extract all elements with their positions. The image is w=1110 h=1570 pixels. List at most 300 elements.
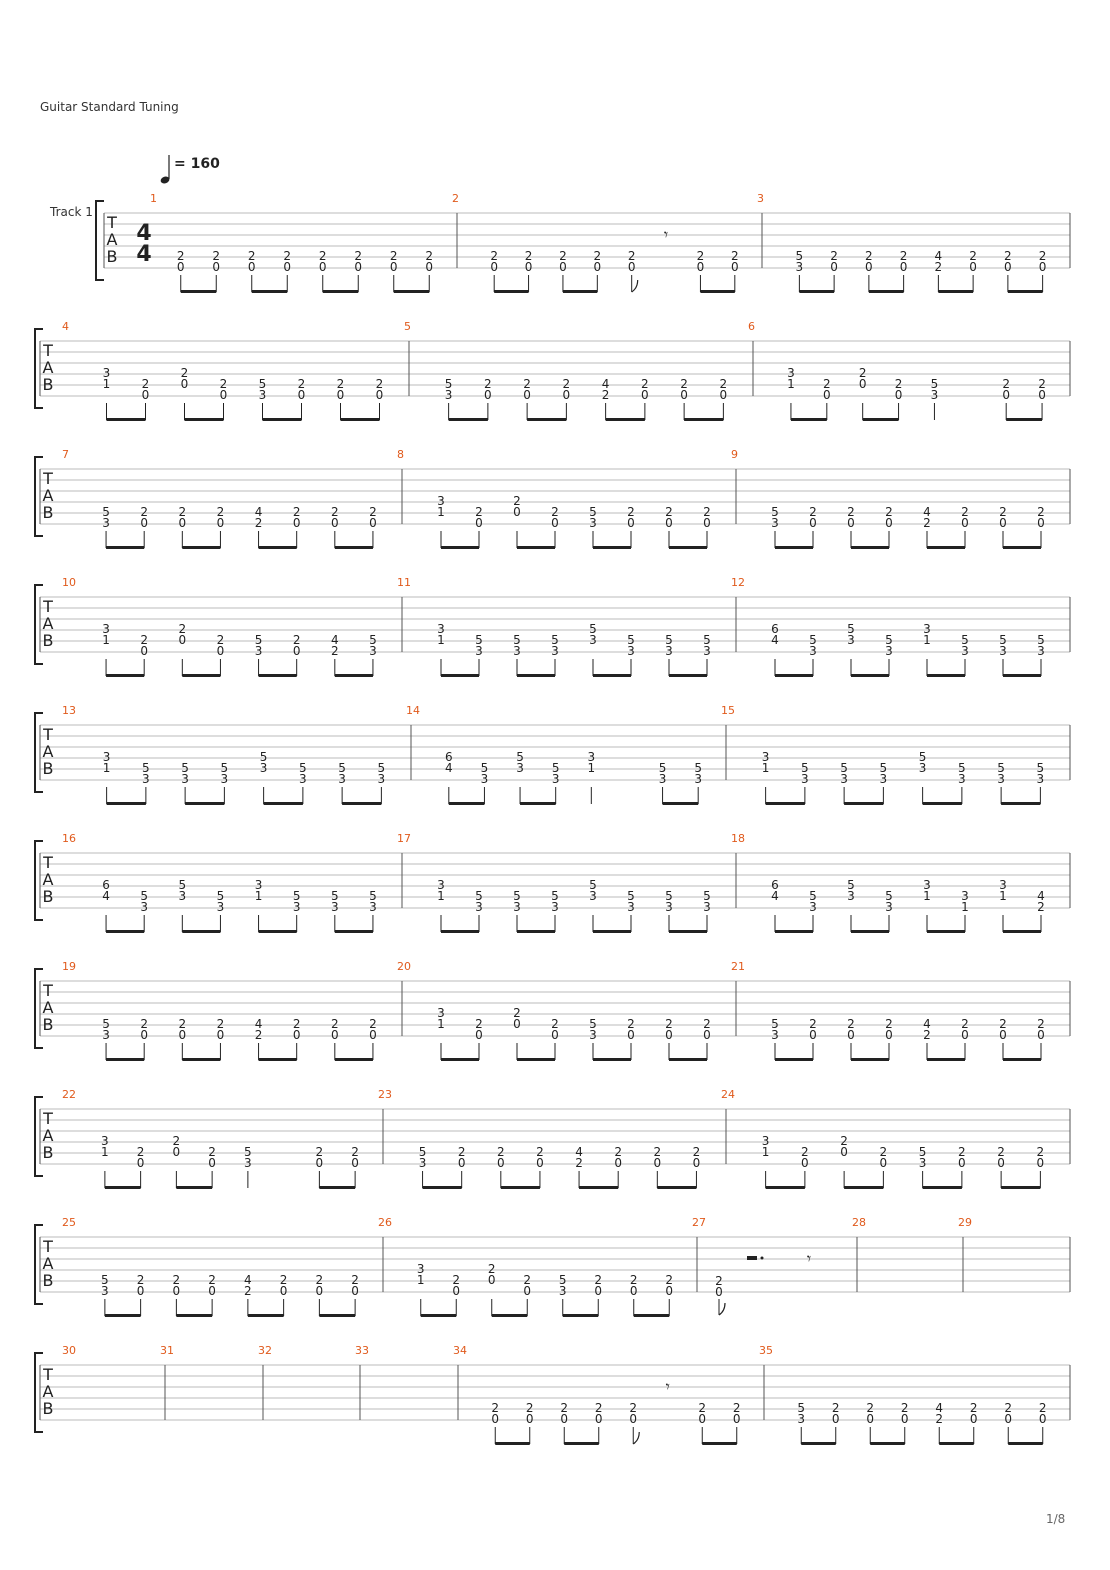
note-beam — [775, 674, 813, 677]
note-beam — [182, 546, 220, 549]
fret-number: 4 — [601, 377, 610, 391]
fret-number: 3 — [694, 772, 703, 786]
fret-number: 2 — [315, 1273, 324, 1287]
fret-number: 4 — [254, 505, 263, 519]
fret-number: 3 — [589, 1028, 597, 1042]
fret-number: 2 — [847, 505, 855, 519]
note-beam — [182, 674, 220, 677]
tab-clef-letter: A — [42, 1126, 54, 1145]
fret-number: 0 — [178, 1028, 187, 1042]
fret-number: 5 — [181, 761, 189, 775]
fret-number: 5 — [847, 622, 855, 636]
fret-number: 0 — [894, 388, 903, 402]
fret-number: 0 — [627, 516, 635, 530]
fret-number: 2 — [1036, 1145, 1045, 1159]
fret-number: 2 — [351, 1273, 359, 1287]
note-beam — [1008, 290, 1043, 293]
fret-number: 0 — [351, 1284, 359, 1298]
fret-number: 5 — [703, 889, 711, 903]
fret-number: 2 — [680, 377, 688, 391]
fret-number: 0 — [140, 644, 149, 658]
fret-number: 2 — [216, 633, 225, 647]
fret-number: 2 — [536, 1145, 544, 1159]
note-beam — [185, 802, 224, 805]
fret-number: 6 — [771, 622, 779, 636]
fret-number: 2 — [484, 377, 492, 391]
note-beam — [869, 290, 904, 293]
tab-clef-letter: B — [42, 759, 54, 778]
fret-number: 2 — [551, 505, 559, 519]
fret-number: 2 — [865, 249, 873, 263]
fret-number: 0 — [594, 1284, 603, 1298]
fret-number: 3 — [444, 388, 453, 402]
fret-number: 3 — [847, 633, 855, 647]
fret-number: 3 — [771, 1028, 779, 1042]
fret-number: 5 — [771, 505, 779, 519]
note-beam — [252, 290, 288, 293]
note-beam — [264, 802, 303, 805]
fret-number: 1 — [761, 1145, 770, 1159]
fret-number: 2 — [523, 377, 531, 391]
fret-number: 2 — [999, 1017, 1007, 1031]
fret-number: 3 — [102, 366, 111, 380]
fret-number: 5 — [809, 633, 817, 647]
fret-number: 5 — [665, 633, 673, 647]
fret-number: 0 — [560, 1412, 569, 1426]
note-beam — [107, 418, 146, 421]
fret-number: 5 — [475, 633, 483, 647]
fret-number: 2 — [840, 1134, 848, 1148]
note-beam — [185, 418, 224, 421]
fret-number: 0 — [830, 260, 838, 274]
tab-clef-letter: A — [42, 998, 54, 1017]
fret-number: 3 — [847, 889, 855, 903]
measure-number: 22 — [62, 1088, 76, 1101]
note-beam — [259, 1058, 297, 1061]
tab-clef-letter: A — [42, 1382, 54, 1401]
tab-clef-letter: A — [42, 870, 54, 889]
fret-number: 3 — [961, 889, 969, 903]
fret-number: 0 — [318, 260, 327, 274]
fret-number: 2 — [969, 1401, 978, 1415]
fret-number: 5 — [418, 1145, 427, 1159]
note-beam — [579, 1186, 618, 1189]
fret-number: 3 — [475, 644, 483, 658]
fret-number: 3 — [999, 644, 1007, 658]
fret-number: 5 — [961, 633, 969, 647]
fret-number: 3 — [102, 516, 110, 530]
tab-clef-letter: B — [42, 375, 54, 394]
note-beam — [775, 546, 813, 549]
note-beam — [669, 546, 707, 549]
fret-number: 2 — [593, 249, 602, 263]
fret-number: 0 — [692, 1156, 701, 1170]
fret-number: 5 — [589, 505, 597, 519]
fret-number: 1 — [761, 761, 770, 775]
fret-number: 0 — [491, 1412, 500, 1426]
fret-number: 3 — [923, 622, 931, 636]
tab-clef-letter: T — [107, 213, 117, 232]
fret-number: 5 — [551, 633, 559, 647]
fret-number: 2 — [178, 1017, 187, 1031]
fret-number: 2 — [513, 494, 521, 508]
fret-number: 0 — [425, 260, 434, 274]
tab-clef-letter: T — [43, 725, 53, 744]
fret-number: 0 — [487, 1273, 496, 1287]
fret-number: 4 — [444, 761, 453, 775]
fret-number: 5 — [918, 750, 927, 764]
fret-number: 5 — [558, 1273, 567, 1287]
note-beam — [1003, 674, 1041, 677]
measure-number: 8 — [397, 448, 404, 461]
fret-number: 5 — [1036, 761, 1045, 775]
measure-number: 27 — [692, 1216, 706, 1229]
fret-number: 2 — [732, 1401, 741, 1415]
fret-number: 3 — [220, 772, 229, 786]
fret-number: 5 — [330, 889, 339, 903]
fret-number: 0 — [513, 505, 521, 519]
fret-number: 0 — [140, 516, 149, 530]
note-beam — [766, 802, 805, 805]
fret-number: 0 — [696, 260, 705, 274]
fret-number: 0 — [822, 388, 831, 402]
fret-number: 3 — [930, 388, 939, 402]
note-beam — [335, 930, 373, 933]
fret-number: 0 — [216, 516, 225, 530]
fret-number: 0 — [865, 260, 873, 274]
fret-number: 1 — [587, 761, 596, 775]
fret-number: 3 — [787, 366, 795, 380]
fret-number: 2 — [487, 1262, 496, 1276]
fret-number: 5 — [220, 761, 229, 775]
fret-number: 2 — [830, 249, 838, 263]
tempo-marking: = 160 — [174, 156, 220, 172]
fret-number: 3 — [254, 878, 263, 892]
fret-number: 3 — [923, 878, 931, 892]
fret-number: 3 — [761, 1134, 770, 1148]
tab-clef-letter: T — [43, 853, 53, 872]
fret-number: 3 — [885, 644, 893, 658]
note-beam — [259, 674, 297, 677]
fret-number: 3 — [480, 772, 489, 786]
fret-number: 0 — [292, 516, 301, 530]
fret-number: 5 — [958, 761, 966, 775]
fret-number: 3 — [999, 878, 1007, 892]
fret-number: 5 — [338, 761, 346, 775]
fret-number: 0 — [457, 1156, 466, 1170]
fret-number: 0 — [475, 516, 483, 530]
tab-clef-letter: A — [42, 358, 54, 377]
fret-number: 1 — [787, 377, 795, 391]
measure-number: 25 — [62, 1216, 76, 1229]
measure-number: 14 — [406, 704, 420, 717]
fret-number: 0 — [703, 516, 711, 530]
note-beam — [684, 418, 723, 421]
tuning-label: Guitar Standard Tuning — [40, 100, 179, 114]
fret-number: 1 — [437, 505, 445, 519]
fret-number: 5 — [589, 622, 597, 636]
note-beam — [634, 1314, 670, 1317]
fret-number: 5 — [795, 249, 804, 263]
note-beam — [335, 1058, 373, 1061]
fret-number: 2 — [375, 377, 384, 391]
fret-number: 3 — [703, 900, 711, 914]
fret-number: 3 — [258, 388, 267, 402]
fret-number: 0 — [172, 1145, 181, 1159]
tab-clef-letter: A — [106, 230, 118, 249]
rest-dot — [761, 1257, 764, 1260]
fret-number: 5 — [999, 633, 1007, 647]
note-beam — [700, 290, 734, 293]
note-beam — [702, 1442, 737, 1445]
note-beam — [176, 1186, 212, 1189]
fret-number: 1 — [923, 889, 931, 903]
fret-number: 0 — [858, 377, 867, 391]
fret-number: 2 — [665, 505, 673, 519]
note-beam — [939, 1442, 974, 1445]
note-beam — [863, 418, 899, 421]
fret-number: 5 — [480, 761, 489, 775]
fret-number: 2 — [614, 1145, 623, 1159]
fret-number: 1 — [416, 1273, 425, 1287]
note-beam — [593, 930, 631, 933]
fret-number: 0 — [136, 1156, 145, 1170]
fret-number: 2 — [330, 644, 339, 658]
fret-number: 3 — [658, 772, 667, 786]
note-beam — [593, 674, 631, 677]
fret-number: 3 — [1036, 772, 1045, 786]
fret-number: 0 — [279, 1284, 288, 1298]
fret-number: 2 — [934, 260, 943, 274]
fret-number: 3 — [140, 900, 149, 914]
fret-number: 0 — [1004, 1412, 1013, 1426]
fret-number: 5 — [140, 889, 149, 903]
fret-number: 3 — [377, 772, 386, 786]
fret-number: 0 — [354, 260, 363, 274]
fret-number: 0 — [809, 516, 817, 530]
fret-number: 5 — [102, 1017, 110, 1031]
fret-number: 3 — [551, 900, 559, 914]
note-beam — [1003, 1058, 1041, 1061]
fret-number: 2 — [452, 1273, 461, 1287]
note-beam — [494, 290, 528, 293]
tab-clef-letter: T — [43, 1109, 53, 1128]
note-beam — [799, 290, 834, 293]
note-beam — [106, 930, 144, 933]
note-beam — [851, 930, 889, 933]
fret-number: 0 — [840, 1145, 848, 1159]
fret-number: 0 — [899, 260, 908, 274]
measure-number: 31 — [160, 1344, 174, 1357]
measure-number: 9 — [731, 448, 738, 461]
fret-number: 3 — [558, 1284, 567, 1298]
fret-number: 0 — [315, 1284, 324, 1298]
fret-number: 0 — [969, 260, 977, 274]
note-beam — [1008, 1442, 1043, 1445]
fret-number: 2 — [831, 1401, 840, 1415]
fret-number: 2 — [594, 1401, 603, 1415]
fret-number: 0 — [999, 516, 1007, 530]
fret-number: 6 — [771, 878, 779, 892]
note-beam — [105, 1186, 141, 1189]
fret-number: 3 — [216, 900, 225, 914]
note-beam — [517, 546, 555, 549]
fret-number: 2 — [665, 1273, 674, 1287]
fret-number: 0 — [330, 516, 339, 530]
fret-number: 3 — [259, 761, 268, 775]
note-beam — [938, 290, 973, 293]
fret-number: 2 — [141, 377, 150, 391]
note-beam — [441, 674, 479, 677]
fret-number: 0 — [703, 1028, 711, 1042]
note-beam — [259, 546, 297, 549]
fret-number: 0 — [292, 644, 301, 658]
fret-number: 0 — [336, 388, 345, 402]
fret-number: 0 — [1037, 516, 1045, 530]
note-beam — [441, 930, 479, 933]
measure-number: 16 — [62, 832, 76, 845]
note-beam — [319, 1186, 355, 1189]
fret-number: 0 — [562, 388, 571, 402]
note-flag — [719, 1303, 725, 1315]
fret-number: 0 — [732, 1412, 741, 1426]
fret-number: 0 — [208, 1284, 216, 1298]
measure-number: 28 — [852, 1216, 866, 1229]
fret-number: 2 — [1038, 1401, 1047, 1415]
fret-number: 3 — [513, 644, 521, 658]
note-beam — [421, 1314, 457, 1317]
fret-number: 5 — [178, 878, 187, 892]
note-beam — [1003, 546, 1041, 549]
fret-number: 2 — [315, 1145, 324, 1159]
fret-number: 2 — [961, 505, 969, 519]
note-beam — [106, 674, 144, 677]
fret-number: 2 — [594, 1273, 603, 1287]
measure-number: 1 — [150, 192, 157, 205]
fret-number: 5 — [551, 761, 560, 775]
fret-number: 0 — [866, 1412, 875, 1426]
fret-number: 3 — [589, 516, 597, 530]
fret-number: 4 — [771, 633, 779, 647]
note-beam — [844, 1186, 883, 1189]
fret-number: 0 — [559, 260, 567, 274]
note-beam — [105, 1314, 141, 1317]
measure-number: 35 — [759, 1344, 773, 1357]
fret-number: 0 — [997, 1156, 1005, 1170]
fret-number: 2 — [212, 249, 221, 263]
fret-number: 2 — [176, 249, 185, 263]
fret-number: 5 — [299, 761, 307, 775]
fret-number: 0 — [212, 260, 221, 274]
fret-number: 1 — [101, 1145, 109, 1159]
fret-number: 3 — [961, 644, 969, 658]
fret-number: 0 — [178, 633, 187, 647]
fret-number: 2 — [665, 1017, 673, 1031]
fret-number: 0 — [475, 1028, 483, 1042]
note-beam — [923, 1186, 962, 1189]
fret-number: 5 — [589, 1017, 597, 1031]
fret-number: 0 — [369, 516, 377, 530]
fret-number: 2 — [879, 1145, 888, 1159]
fret-number: 0 — [172, 1284, 181, 1298]
fret-number: 2 — [653, 1145, 662, 1159]
fret-number: 1 — [254, 889, 263, 903]
fret-number: 2 — [216, 505, 225, 519]
note-beam — [663, 802, 699, 805]
fret-number: 2 — [1004, 249, 1012, 263]
fret-number: 0 — [247, 260, 256, 274]
fret-number: 5 — [589, 878, 597, 892]
fret-number: 2 — [1002, 377, 1011, 391]
fret-number: 0 — [715, 1285, 723, 1299]
note-beam — [517, 1058, 555, 1061]
fret-number: 0 — [1036, 1156, 1045, 1170]
fret-number: 0 — [885, 516, 893, 530]
fret-number: 3 — [101, 1134, 109, 1148]
time-signature-top: 4 — [136, 221, 152, 246]
fret-number: 0 — [614, 1156, 623, 1170]
note-beam — [501, 1186, 540, 1189]
measure-number: 19 — [62, 960, 76, 973]
fret-number: 5 — [694, 761, 703, 775]
fret-number: 5 — [665, 889, 673, 903]
fret-number: 3 — [369, 900, 377, 914]
fret-number: 5 — [847, 878, 855, 892]
fret-number: 0 — [283, 260, 292, 274]
fret-number: 2 — [999, 505, 1007, 519]
fret-number: 2 — [140, 633, 149, 647]
fret-number: 0 — [831, 1412, 840, 1426]
fret-number: 4 — [923, 1017, 931, 1031]
fret-number: 0 — [1002, 388, 1011, 402]
note-beam — [259, 930, 297, 933]
fret-number: 2 — [208, 1273, 216, 1287]
fret-number: 2 — [629, 1401, 638, 1415]
note-beam — [441, 546, 479, 549]
fret-number: 4 — [771, 889, 779, 903]
tab-clef-letter: B — [42, 1015, 54, 1034]
fret-number: 2 — [172, 1273, 181, 1287]
fret-number: 2 — [140, 1017, 149, 1031]
note-beam — [182, 930, 220, 933]
measure-number: 24 — [721, 1088, 735, 1101]
fret-number: 3 — [551, 772, 560, 786]
fret-number: 3 — [437, 878, 445, 892]
fret-number: 2 — [885, 505, 893, 519]
fret-number: 2 — [1037, 900, 1045, 914]
fret-number: 6 — [102, 878, 110, 892]
page-number: 1/8 — [1046, 1512, 1066, 1526]
note-beam — [176, 1314, 212, 1317]
note-beam — [342, 802, 381, 805]
tab-clef-letter: T — [43, 1365, 53, 1384]
note-beam — [766, 1186, 805, 1189]
fret-number: 5 — [885, 633, 893, 647]
fret-number: 2 — [1037, 505, 1045, 519]
measure-number: 2 — [452, 192, 459, 205]
fret-number: 3 — [840, 772, 848, 786]
fret-number: 3 — [142, 772, 150, 786]
fret-number: 5 — [551, 889, 559, 903]
fret-number: 2 — [551, 1017, 559, 1031]
fret-number: 3 — [801, 772, 809, 786]
fret-number: 3 — [299, 772, 307, 786]
fret-number: 0 — [523, 388, 531, 402]
note-beam — [394, 290, 430, 293]
fret-number: 2 — [496, 1145, 505, 1159]
fret-number: 3 — [437, 1006, 445, 1020]
measure-number: 29 — [958, 1216, 972, 1229]
